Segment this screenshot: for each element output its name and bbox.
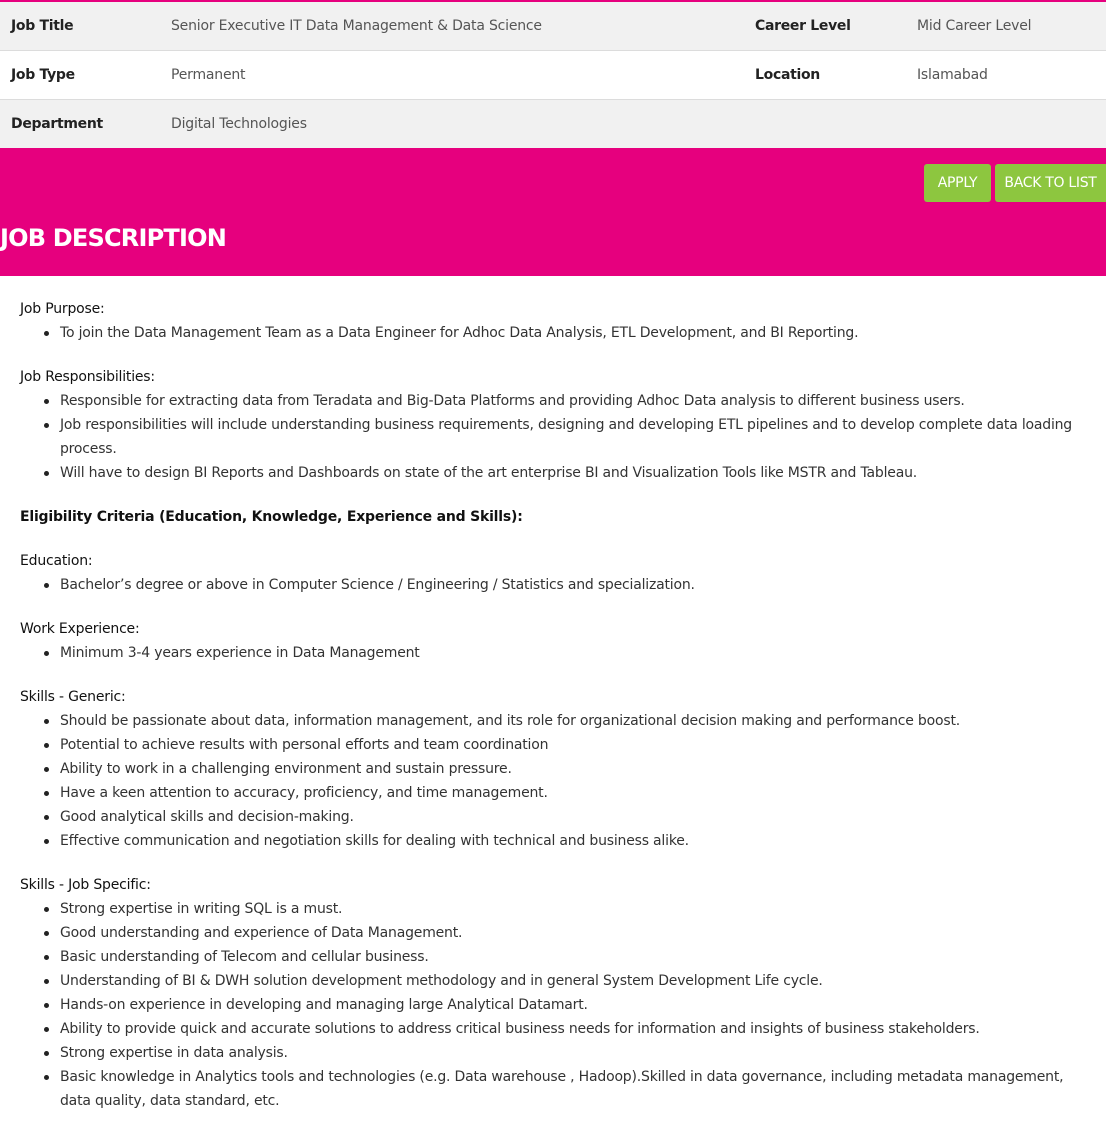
section-heading: Work Experience: (20, 621, 140, 637)
job-description-content (20, 297, 1090, 1133)
list-item: Good analytical skills and decision-making. (60, 805, 1090, 829)
list-item: Job responsibilities will include understanding business requirements, designing and developing ETL pipelines and to develop complete data loading process. (60, 413, 1090, 461)
description-section (20, 873, 1090, 1113)
list-item: Strong expertise in writing SQL is a must. (60, 897, 1090, 921)
job-info-table (0, 2, 1106, 149)
list-item: Responsible for extracting data from Teradata and Big-Data Platforms and providing Adhoc Data analysis to different business users. (60, 389, 1090, 413)
list-item: Potential to achieve results with personal efforts and team coordination (60, 733, 1090, 757)
list-item: Strong expertise in data analysis. (60, 1041, 1090, 1065)
description-section (20, 365, 1090, 485)
bullet-list (20, 389, 1090, 485)
job-type-label: Job Type (11, 67, 75, 83)
job-type-value: Permanent (171, 67, 246, 83)
job-title-value: Senior Executive IT Data Management & Data Science (171, 18, 542, 34)
list-item: Minimum 3-4 years experience in Data Management (60, 641, 1090, 665)
back-to-list-button[interactable]: BACK TO LIST (995, 164, 1106, 202)
section-heading: Skills - Job Specific: (20, 877, 151, 893)
career-level-label: Career Level (755, 18, 851, 34)
job-description-banner (0, 148, 1106, 276)
list-item: Hands-on experience in developing and managing large Analytical Datamart. (60, 993, 1090, 1017)
list-item: Understanding of BI & DWH solution development methodology and in general System Development Life cycle. (60, 969, 1090, 993)
list-item: Basic understanding of Telecom and cellular business. (60, 945, 1090, 969)
list-item: To join the Data Management Team as a Data Engineer for Adhoc Data Analysis, ETL Development, and BI Reporting. (60, 321, 1090, 345)
list-item: Will have to design BI Reports and Dashboards on state of the art enterprise BI and Visualization Tools like MSTR and Tableau. (60, 461, 1090, 485)
info-row-job-type (0, 51, 1106, 100)
list-item: Good understanding and experience of Data Management. (60, 921, 1090, 945)
section-heading: Job Responsibilities: (20, 369, 155, 385)
bullet-list (20, 897, 1090, 1113)
description-section (20, 617, 1090, 665)
list-item: Have a keen attention to accuracy, proficiency, and time management. (60, 781, 1090, 805)
description-section (20, 549, 1090, 597)
section-heading: Skills - Generic: (20, 689, 126, 705)
section-heading: Education: (20, 553, 93, 569)
list-item: Basic knowledge in Analytics tools and technologies (e.g. Data warehouse , Hadoop).Skilled in data governance, including metadata management, data quality, data standard, etc. (60, 1065, 1090, 1113)
list-item: Bachelor’s degree or above in Computer Science / Engineering / Statistics and specialization. (60, 573, 1090, 597)
list-item: Ability to provide quick and accurate solutions to address critical business needs for information and insights of business stakeholders. (60, 1017, 1090, 1041)
bullet-list (20, 573, 1090, 597)
description-section (20, 297, 1090, 345)
career-level-value: Mid Career Level (917, 18, 1032, 34)
job-title-label: Job Title (11, 18, 74, 34)
list-item: Ability to work in a challenging environment and sustain pressure. (60, 757, 1090, 781)
location-value: Islamabad (917, 67, 988, 83)
section-heading: Eligibility Criteria (Education, Knowledge, Experience and Skills): (20, 509, 523, 525)
list-item: Should be passionate about data, information management, and its role for organizational decision making and performance boost. (60, 709, 1090, 733)
bullet-list (20, 321, 1090, 345)
bullet-list (20, 641, 1090, 665)
list-item: Effective communication and negotiation skills for dealing with technical and business alike. (60, 829, 1090, 853)
section-title: JOB DESCRIPTION (0, 224, 226, 252)
info-row-department (0, 100, 1106, 149)
department-value: Digital Technologies (171, 116, 307, 132)
info-row-job-title (0, 2, 1106, 51)
bullet-list (20, 709, 1090, 853)
section-heading: Job Purpose: (20, 301, 105, 317)
description-section (20, 685, 1090, 853)
description-section (20, 505, 1090, 529)
location-label: Location (755, 67, 820, 83)
apply-button[interactable]: APPLY (924, 164, 991, 202)
department-label: Department (11, 116, 103, 132)
